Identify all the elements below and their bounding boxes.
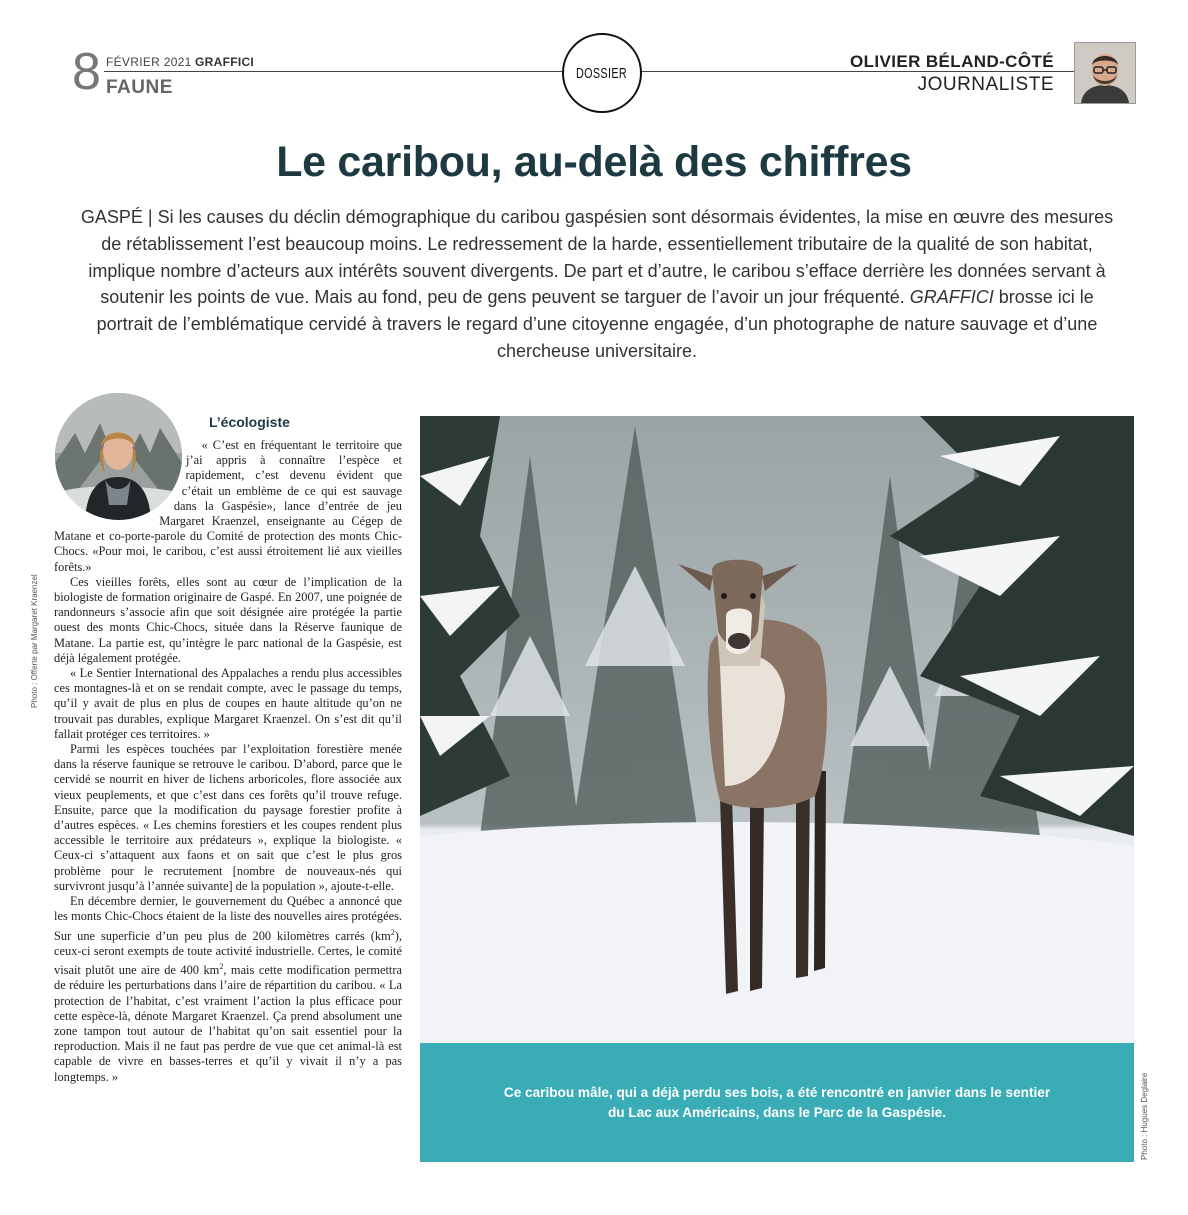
dossier-label: DOSSIER xyxy=(576,64,628,82)
page-number: 8 xyxy=(72,43,99,101)
photo-caption-box xyxy=(420,1043,1134,1162)
section-label: FAUNE xyxy=(106,77,173,98)
author-name: OLIVIER BÉLAND-CÔTÉ xyxy=(849,52,1054,71)
publication-name: GRAFFICI xyxy=(195,55,255,69)
author-portrait-icon xyxy=(1075,43,1135,103)
lede-text: GASPÉ | Si les causes du déclin démographique du caribou gaspésien sont désormais évidentes, la mise en œuvre des mesures de rétablissement l’est beaucoup moins. Le redressement de la harde, essentiellement tributaire de la qualité de son habitat, implique nombre d’acteurs aux intérêts souvent divergents. De part et d’autre, le caribou s’efface derrière les données servant à soutenir les points de vue. Mais au fond, peu de gens peuvent se targuer de l’avoir un jour fréquenté. xyxy=(80,207,1114,308)
article-title: Le caribou, au-delà des chiffres xyxy=(276,138,912,186)
paragraph-3: « Le Sentier International des Appalaches a rendu plus accessibles ces montagnes-là et on se rendait compte, avec le passage du temps, qu’il y avait de plus en plus de coupes en haute altitude qu’on ne trouvait pas durables, explique Margaret Kraenzel. On s’est dit qu’il fallait protéger ces territoires. » xyxy=(54,666,402,741)
caribou-photo xyxy=(420,416,1134,1043)
paragraph-5-part-1: En décembre dernier, le gouvernement du Québec a annoncé que les monts Chic-Chocs étaient de la liste des nouvelles aires protégées. Sur une superficie d’un peu plus de 200 kilomètres carrés (km xyxy=(54,894,402,943)
paragraph-5-part-3: , mais cette modification permettra de réduire les perturbations dans l’aire de répartition du caribou. « La protection de l’habitat, c’est vraiment l’action la plus efficace pour cette espèce-là, dénote Margaret Kraenzel. Ça prend absolument une zone tampon tout autour de l’habitat qu’on sait essentiel pour la reproduction. Mais il ne faut pas perdre de vue que cet animal-là est capable de vivre en basses-terres et qu’il y vivait il n’y a pas longtemps. » xyxy=(54,963,402,1084)
author-role: JOURNALISTE xyxy=(917,74,1054,95)
paragraph-4: Parmi les espèces touchées par l’exploitation forestière menée dans la réserve faunique se retrouve le caribou. D’abord, parce que le cervidé se nourrit en hiver de lichens arboricoles, flore associée aux vieux peuplements, et que c’est dans ces forêts qu’il trouve refuge. Ensuite, parce que la modification du paysage forestier profite à d’autres espèces. « Les chemins forestiers et les coupes rendent plus accessible le territoire aux prédateurs », explique la biologiste. « Ceux-ci s’attaquent aux faons et on sait que c’est le plus gros problème pour le recrutement [nombre de nouveaux-nés qui survivront jusqu’à l’année suivante] de la population », ajoute-t-elle. xyxy=(54,742,402,893)
author-photo xyxy=(1074,42,1136,104)
lede-publication: GRAFFICI xyxy=(909,287,994,308)
article-lede xyxy=(74,204,1120,365)
paragraph-5-part-2: ), ceux-ci seront exempts de toute activité industrielle. Certes, le comité visait plutôt une aire de 400 km xyxy=(54,928,402,978)
portrait-credit: Photo : Offerte par Margaret Kraenzel xyxy=(30,574,39,708)
article-body xyxy=(54,438,402,1085)
superscript-1: 2 xyxy=(390,927,395,937)
photo-credit: Photo : Hugues Deglaire xyxy=(1140,1072,1149,1160)
superscript-2: 2 xyxy=(219,962,224,972)
caribou-illustration xyxy=(420,416,1134,1043)
paragraph-2: Ces vieilles forêts, elles sont au cœur de l’implication de la biologiste de formation originaire de Gaspé. En 2007, une poignée de randonneurs s’associe afin que soit désignée aire protégée la partie ouest des monts Chic-Chocs, située dans la Réserve faunique de Matane. La partie est, qu’intègre le parc national de la Gaspésie, est déjà légalement protégée. xyxy=(54,574,402,665)
issue-date: FÉVRIER 2021 xyxy=(106,55,192,69)
dossier-badge xyxy=(562,33,642,113)
paragraph-1: « C’est en fréquentant le territoire que j’ai appris à connaître l’espèce et rapidement, c’est devenu évident que c’était un emblème de ce qui est sauvage dans la Gaspésie», lance d’entrée de jeu Margaret Kraenzel, enseignante au Cégep de Matane et co-porte-parole du Comité de protection des monts Chic-Chocs. «Pour moi, le caribou, c’est aussi étroitement lié aux vieilles forêts.» xyxy=(54,438,402,574)
paragraph-5 xyxy=(54,894,402,1085)
lede-text-end: brosse ici le portrait de l’emblématique cervidé à travers le regard d’une citoyenne engagée, d’un photographe de nature sauvage et d’une chercheuse universitaire. xyxy=(96,287,1098,361)
section-subhead: L’écologiste xyxy=(209,414,290,430)
photo-caption: Ce caribou mâle, qui a déjà perdu ses bois, a été rencontré en janvier dans le sentier du Lac aux Américains, dans le Parc de la Gaspésie. xyxy=(503,1084,1051,1120)
